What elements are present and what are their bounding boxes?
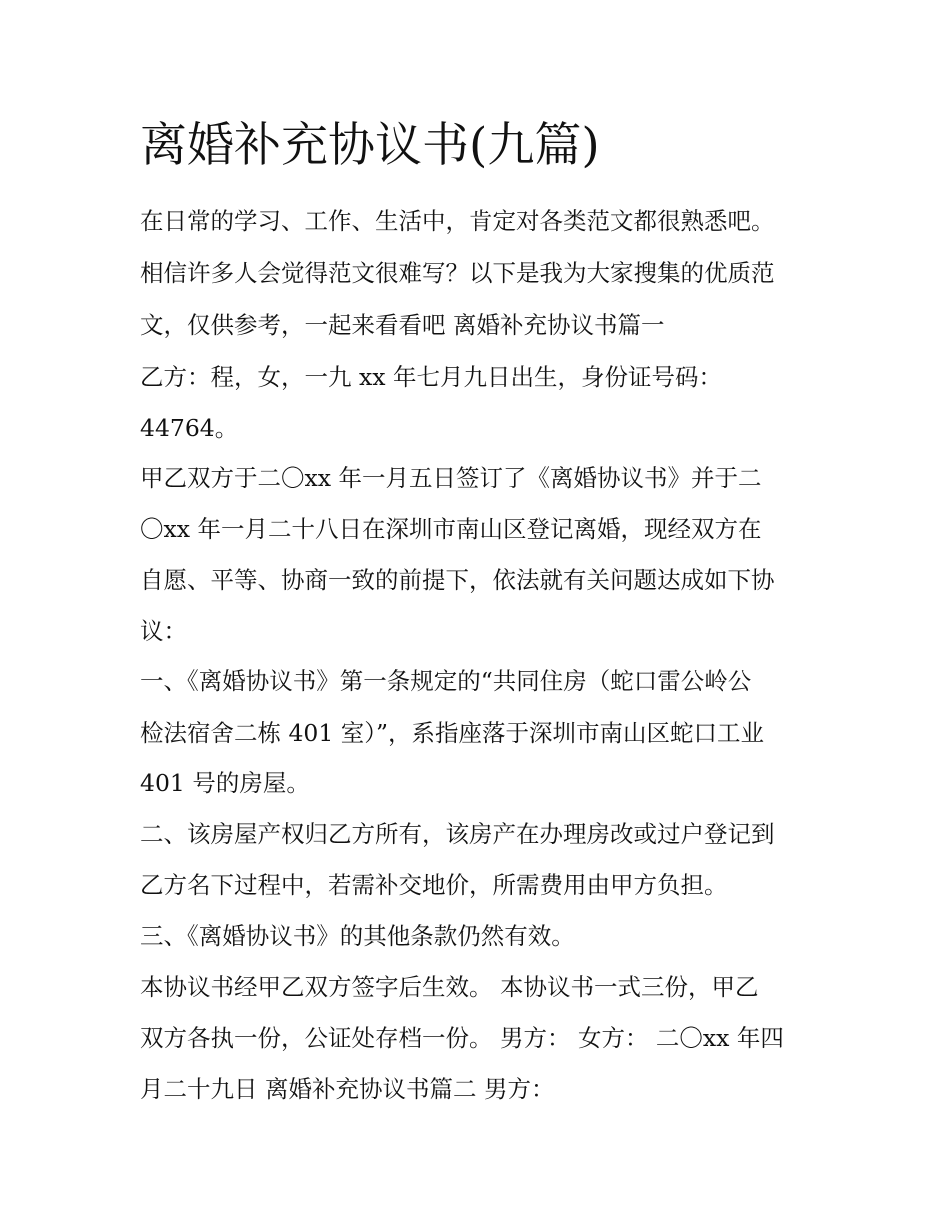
text-line-11: 检法宿舍二栋 401 室）”，系指座落于深圳市南山区蛇口工业 (140, 719, 765, 747)
text-line-13: 二、该房屋产权归乙方所有，该房产在办理房改或过户登记到 (140, 820, 775, 848)
text-line-1: 在日常的学习、工作、生活中，肯定对各类范文都很熟悉吧。 (140, 207, 775, 235)
text-line-6: 甲乙双方于二〇xx 年一月五日签订了《离婚协议书》并于二 (140, 464, 762, 492)
text-line-5: 44764。 (140, 414, 239, 442)
text-line-18: 月二十九日 离婚补充协议书篇二 男方： (140, 1075, 555, 1103)
text-line-12: 401 号的房屋。 (140, 769, 310, 797)
text-line-10: 一、《离婚协议书》第一条规定的“共同住房（蛇口雷公岭公 (140, 667, 752, 695)
text-line-14: 乙方名下过程中，若需补交地价，所需费用由甲方负担。 (140, 871, 728, 899)
text-line-9: 议： (140, 617, 187, 645)
text-line-2: 相信许多人会觉得范文很难写？以下是我为大家搜集的优质范 (140, 259, 775, 287)
text-line-16: 本协议书经甲乙双方签字后生效。 本协议书一式三份，甲乙 (140, 973, 759, 1001)
document-title: 离婚补充协议书(九篇) (140, 118, 600, 173)
text-line-15: 三、《离婚协议书》的其他条款仍然有效。 (140, 922, 575, 950)
text-line-7: 〇xx 年一月二十八日在深圳市南山区登记离婚，现经双方在 (140, 515, 762, 543)
text-line-8: 自愿、平等、协商一致的前提下，依法就有关问题达成如下协 (140, 566, 775, 594)
text-line-4: 乙方：程，女，一九 xx 年七月九日出生，身份证号码： (140, 363, 722, 391)
text-line-17: 双方各执一份，公证处存档一份。 男方： 女方： 二〇xx 年四 (140, 1024, 784, 1052)
text-line-3: 文，仅供参考，一起来看看吧 离婚补充协议书篇一 (140, 311, 665, 339)
